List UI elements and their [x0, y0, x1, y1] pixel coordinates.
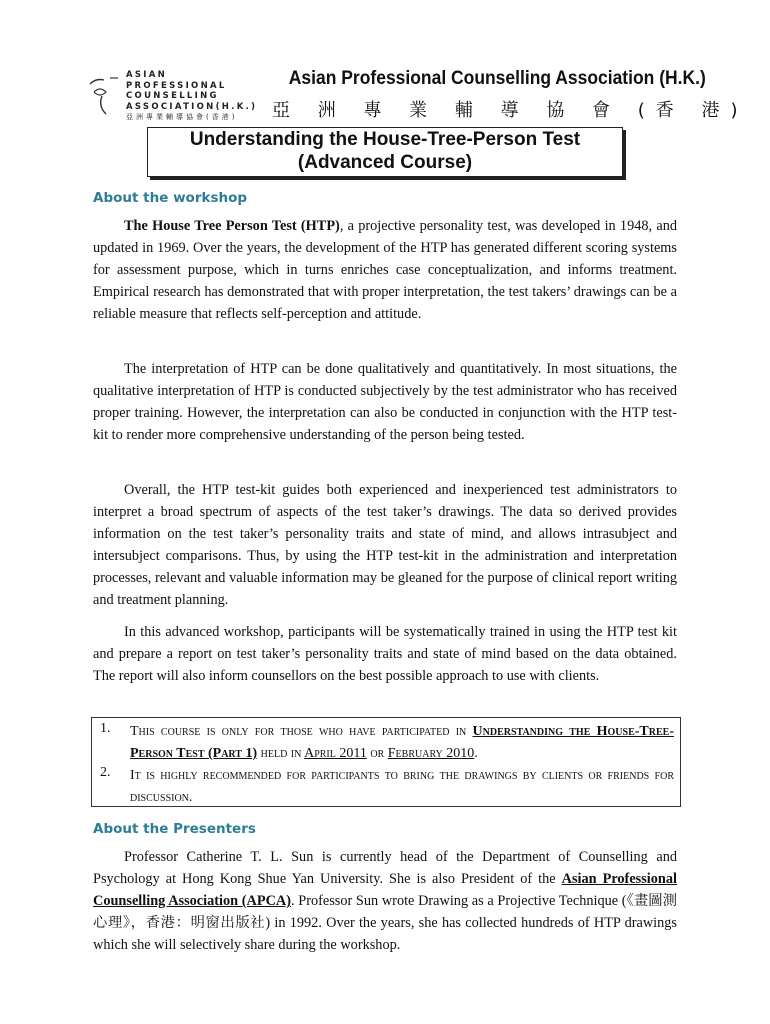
course-date-february-2010: February 2010: [387, 746, 475, 761]
course-date-april-2011: April 2011: [304, 746, 367, 761]
header: [86, 66, 749, 126]
presenter-text: Professor Catherine T. L. Sun is currently head of the Department of Counselling and Psychology at Hong Kong Shue Yan University. She is also President of the: [93, 849, 677, 887]
note-text-segment: or: [366, 746, 388, 761]
presenters-paragraph: [93, 846, 677, 956]
about-presenters-heading: About the Presenters: [93, 821, 256, 837]
htp-test-name: The House Tree Person Test (HTP): [124, 218, 340, 234]
organization-name-chinese: 亞 洲 專 業 輔 導 協 會 (香 港): [272, 100, 749, 121]
workshop-paragraph-1-text: , a projective personality test, was developed in 1948, and updated in 1969. Over the years, the development of the HTP has generated different scoring systems for assessment purpose, which in turns enriches case conceptualization, and informs treatment. Empirical research has demonstrated that with proper interpretation, the test takers’ drawings can be a reliable measure that reflects self-perception and attitude.: [93, 218, 677, 322]
note-number: 2.: [100, 765, 111, 780]
logo-line: ASIAN: [126, 70, 168, 80]
logo-line: PROFESSIONAL: [126, 80, 227, 91]
about-workshop-heading: About the workshop: [93, 190, 248, 206]
note-number: 1.: [100, 721, 111, 736]
workshop-paragraph-4: In this advanced workshop, participants will be systematically trained in using the HTP test kit and prepare a report on test taker’s personality traits and state of mind based on the data obtained. The report will also inform counsellors on the best possible approach to use with clients.: [93, 624, 677, 684]
note-text-segment: held in: [257, 746, 305, 761]
logo-figure-icon: [86, 70, 126, 126]
workshop-paragraph-3: Overall, the HTP test-kit guides both experienced and inexperienced test administrators to interpret a broad spectrum of aspects of the test taker’s drawings. The data so derived provides information on the test taker’s personality traits and state of mind, and allows intrasubject and intersubject comparisons. Thus, by using the HTP test-kit in the administration and interpretation processes, relevant and valuable information may be gleaned for the purpose of clinical report writing and treatment planning.: [93, 482, 677, 608]
prerequisite-course: Understanding the House-Tree-Person Test (Part 1): [130, 724, 674, 761]
note-text-segment: This course is only for those who have participated in: [130, 724, 473, 739]
course-title-line2: (Advanced Course): [297, 152, 473, 173]
logo-line-chinese: 亞洲專業輔導協會(香港): [126, 113, 238, 121]
note-text-segment: .: [474, 746, 478, 761]
workshop-paragraph-1: [93, 215, 677, 325]
note-text: [130, 721, 674, 765]
apca-link[interactable]: Asian Professional Counselling Association (APCA): [93, 871, 677, 909]
association-logo: [86, 70, 256, 126]
course-title-box: [147, 127, 623, 177]
note-text: It is highly recommended for participants to bring the drawings by clients or friends for discussion.: [130, 768, 674, 805]
presenter-text: . Professor Sun wrote Drawing as a Projective Technique (《畫圖測心理》，香港：明窗出版社) in 1992. Over the years, she has collected hundreds of HTP drawings which she will selectively share during the workshop.: [93, 893, 677, 953]
organization-name-english: Asian Professional Counselling Association (H.K.): [288, 68, 706, 89]
logo-text: [126, 70, 257, 123]
course-notes-box: [91, 717, 681, 807]
workshop-paragraph-2: The interpretation of HTP can be done qualitatively and quantitatively. In most situations, the qualitative interpretation of HTP is conducted subjectively by the test administrator who has received proper training. However, the interpretation can also be conducted in conjunction with the HTP test-kit to render more comprehensive understanding of the person being tested.: [93, 361, 677, 443]
logo-line: COUNSELLING: [126, 91, 219, 101]
logo-line: ASSOCIATION(H.K.): [126, 101, 258, 112]
course-title-line1: Understanding the House-Tree-Person Test: [189, 129, 581, 150]
